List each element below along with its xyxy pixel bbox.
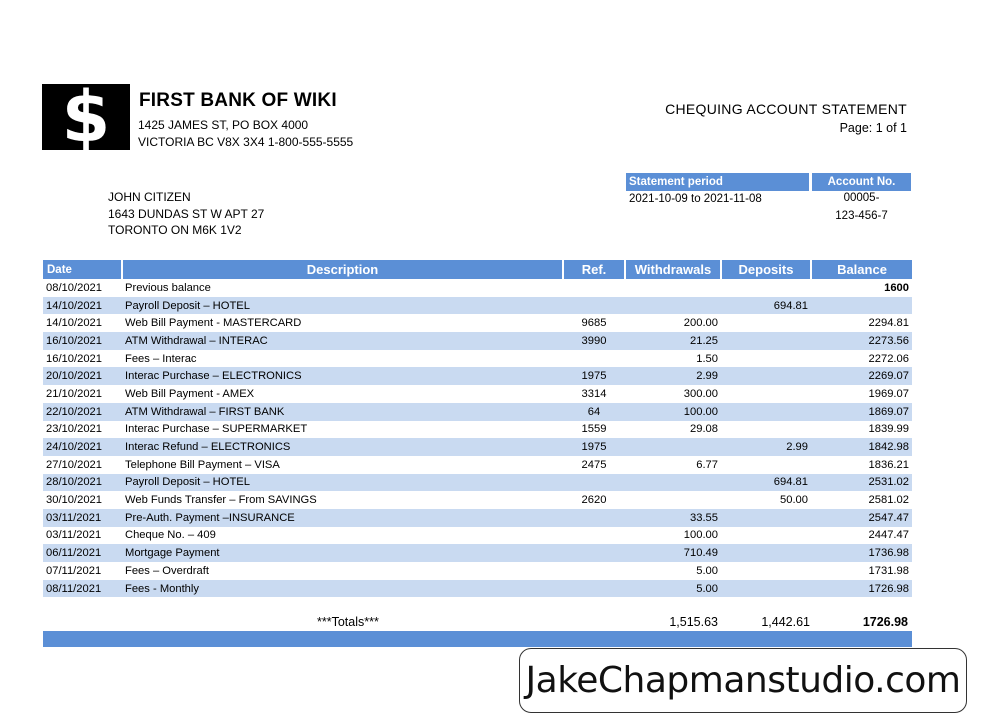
cell-withdrawals: 5.00 [696, 564, 718, 577]
footer-bar [43, 631, 912, 647]
cell-deposits: 694.81 [721, 297, 811, 315]
cell-ref [563, 527, 625, 545]
cell-balance: 2294.81 [868, 317, 909, 330]
cell-deposits [721, 509, 811, 527]
cell-date: 14/10/2021 [46, 317, 102, 330]
cell-description: Telephone Bill Payment – VISA [125, 458, 280, 471]
statement-title: CHEQUING ACCOUNT STATEMENT [665, 101, 907, 117]
header-withdrawals: Withdrawals [625, 260, 721, 279]
cell-deposits [721, 544, 811, 562]
table-row [43, 527, 912, 545]
header-date: Date [43, 260, 122, 279]
table-header-row [43, 260, 912, 279]
header-ref: Ref. [563, 260, 625, 279]
cell-balance: 1839.99 [868, 423, 909, 436]
cell-description: Web Bill Payment - AMEX [125, 387, 255, 400]
cell-deposits [721, 580, 811, 598]
cell-date: 28/10/2021 [43, 474, 122, 492]
cell-balance: 1600 [884, 281, 909, 294]
cell-ref [563, 509, 625, 527]
header-balance: Balance [811, 260, 912, 279]
header-deposits: Deposits [721, 260, 811, 279]
cell-description: Payroll Deposit – HOTEL [122, 297, 563, 315]
cell-balance: 2581.02 [868, 494, 909, 507]
cell-deposits [721, 332, 811, 350]
cell-balance: 1736.98 [811, 544, 912, 562]
cell-deposits [721, 421, 811, 439]
cell-ref: 2475 [581, 458, 607, 471]
cell-date: 21/10/2021 [46, 387, 102, 400]
cell-balance: 1842.98 [811, 438, 912, 456]
cell-ref: 1559 [581, 423, 607, 436]
cell-deposits [721, 456, 811, 474]
bank-address-line2: VICTORIA BC V8X 3X4 1-800-555-5555 [138, 135, 354, 149]
transactions-table [43, 260, 912, 597]
account-number-label: Account No. [812, 173, 911, 191]
cell-ref: 2620 [581, 494, 607, 507]
cell-description: Interac Purchase – SUPERMARKET [125, 423, 308, 436]
page-indicator: Page: 1 of 1 [839, 121, 907, 135]
cell-withdrawals: 29.08 [690, 423, 718, 436]
cell-withdrawals [625, 279, 721, 297]
cell-deposits [721, 367, 811, 385]
bank-name: FIRST BANK OF WIKI [139, 90, 337, 111]
cell-description: Fees – Interac [125, 352, 197, 365]
cell-withdrawals: 710.49 [625, 544, 721, 562]
cell-withdrawals [625, 438, 721, 456]
header-description: Description [122, 260, 563, 279]
table-row [43, 297, 912, 315]
cell-balance [811, 297, 912, 315]
cell-date: 06/11/2021 [43, 544, 122, 562]
table-row [43, 580, 912, 598]
cell-balance: 1836.21 [868, 458, 909, 471]
cell-deposits [721, 314, 811, 332]
cell-balance: 1969.07 [868, 387, 909, 400]
cell-balance: 2547.47 [811, 509, 912, 527]
cell-balance: 1869.07 [811, 403, 912, 421]
cell-description: Fees – Overdraft [125, 564, 209, 577]
cell-date: 03/11/2021 [46, 529, 102, 542]
cell-description: Pre-Auth. Payment –INSURANCE [122, 509, 563, 527]
cell-deposits [721, 385, 811, 403]
totals-balance: 1726.98 [862, 615, 908, 629]
cell-date: 08/10/2021 [46, 281, 102, 294]
bank-address-line1: 1425 JAMES ST, PO BOX 4000 [138, 118, 309, 132]
table-row [43, 544, 912, 562]
cell-ref: 3314 [581, 387, 607, 400]
cell-date: 03/11/2021 [43, 509, 122, 527]
table-row [43, 332, 912, 350]
bank-logo: $ [42, 84, 130, 150]
cell-balance: 1731.98 [868, 564, 909, 577]
cell-withdrawals: 5.00 [625, 580, 721, 598]
table-row [43, 509, 912, 527]
cell-ref: 1975 [563, 438, 625, 456]
account-number-value-line1: 00005- [843, 192, 880, 204]
cell-deposits: 694.81 [721, 474, 811, 492]
cell-ref: 1975 [563, 367, 625, 385]
cell-ref: 3990 [563, 332, 625, 350]
table-row [43, 491, 912, 509]
table-row [43, 350, 912, 368]
totals-withdrawals: 1,515.63 [669, 615, 718, 629]
totals-deposits: 1,442.61 [761, 615, 810, 629]
cell-balance: 1726.98 [811, 580, 912, 598]
cell-date: 14/10/2021 [43, 297, 122, 315]
table-row [43, 367, 912, 385]
cell-deposits [721, 562, 811, 580]
statement-period-value: 2021-10-09 to 2021-11-08 [629, 193, 762, 205]
cell-withdrawals: 100.00 [683, 529, 718, 542]
cell-balance: 2531.02 [811, 474, 912, 492]
cell-description: Web Bill Payment - MASTERCARD [125, 317, 302, 330]
cell-withdrawals: 1.50 [696, 352, 718, 365]
cell-date: 24/10/2021 [43, 438, 122, 456]
cell-date: 27/10/2021 [46, 458, 102, 471]
cell-description: Interac Purchase – ELECTRONICS [122, 367, 563, 385]
cell-date: 07/11/2021 [46, 564, 102, 577]
cell-withdrawals: 300.00 [683, 387, 718, 400]
cell-date: 23/10/2021 [46, 423, 102, 436]
cell-balance: 2447.47 [868, 529, 909, 542]
cell-withdrawals [625, 491, 721, 509]
cell-date: 08/11/2021 [43, 580, 122, 598]
cell-description: Previous balance [125, 281, 211, 294]
cell-withdrawals: 100.00 [625, 403, 721, 421]
cell-ref [563, 350, 625, 368]
cell-deposits [721, 279, 811, 297]
cell-ref [563, 544, 625, 562]
table-row [43, 474, 912, 492]
cell-date: 16/10/2021 [46, 352, 102, 365]
watermark: JakeChapmanstudio.com [519, 648, 967, 713]
cell-date: 30/10/2021 [46, 494, 102, 507]
cell-description: Mortgage Payment [122, 544, 563, 562]
cell-deposits [721, 403, 811, 421]
cell-description: Payroll Deposit – HOTEL [122, 474, 563, 492]
customer-name: JOHN CITIZEN [108, 190, 191, 204]
cell-ref [563, 474, 625, 492]
table-row [43, 385, 912, 403]
cell-withdrawals [625, 474, 721, 492]
cell-description: Web Funds Transfer – From SAVINGS [125, 494, 317, 507]
cell-deposits: 2.99 [721, 438, 811, 456]
cell-withdrawals: 200.00 [683, 317, 718, 330]
cell-withdrawals: 33.55 [625, 509, 721, 527]
cell-withdrawals: 2.99 [625, 367, 721, 385]
cell-balance: 2272.06 [868, 352, 909, 365]
table-row [43, 279, 912, 297]
cell-ref [563, 297, 625, 315]
table-row [43, 562, 912, 580]
cell-date: 22/10/2021 [43, 403, 122, 421]
cell-description: Interac Refund – ELECTRONICS [122, 438, 563, 456]
cell-withdrawals [625, 297, 721, 315]
cell-deposits [721, 527, 811, 545]
cell-withdrawals: 6.77 [696, 458, 718, 471]
cell-ref: 9685 [581, 317, 607, 330]
table-row [43, 403, 912, 421]
cell-ref [563, 580, 625, 598]
cell-balance: 2269.07 [811, 367, 912, 385]
cell-balance: 2273.56 [811, 332, 912, 350]
table-row [43, 314, 912, 332]
cell-withdrawals: 21.25 [625, 332, 721, 350]
cell-ref [563, 279, 625, 297]
cell-ref: 64 [563, 403, 625, 421]
statement-period-label: Statement period [626, 173, 809, 191]
cell-deposits: 50.00 [780, 494, 808, 507]
table-row [43, 456, 912, 474]
cell-description: ATM Withdrawal – INTERAC [122, 332, 563, 350]
table-row [43, 421, 912, 439]
cell-description: Cheque No. – 409 [125, 529, 216, 542]
cell-date: 20/10/2021 [43, 367, 122, 385]
cell-ref [563, 562, 625, 580]
cell-description: ATM Withdrawal – FIRST BANK [122, 403, 563, 421]
customer-address-line2: TORONTO ON M6K 1V2 [108, 223, 242, 237]
customer-address-line1: 1643 DUNDAS ST W APT 27 [108, 207, 265, 221]
account-number-value-line2: 123-456-7 [835, 210, 888, 222]
table-row [43, 438, 912, 456]
cell-deposits [721, 350, 811, 368]
cell-date: 16/10/2021 [43, 332, 122, 350]
totals-label: ***Totals*** [317, 615, 379, 629]
cell-description: Fees - Monthly [122, 580, 563, 598]
